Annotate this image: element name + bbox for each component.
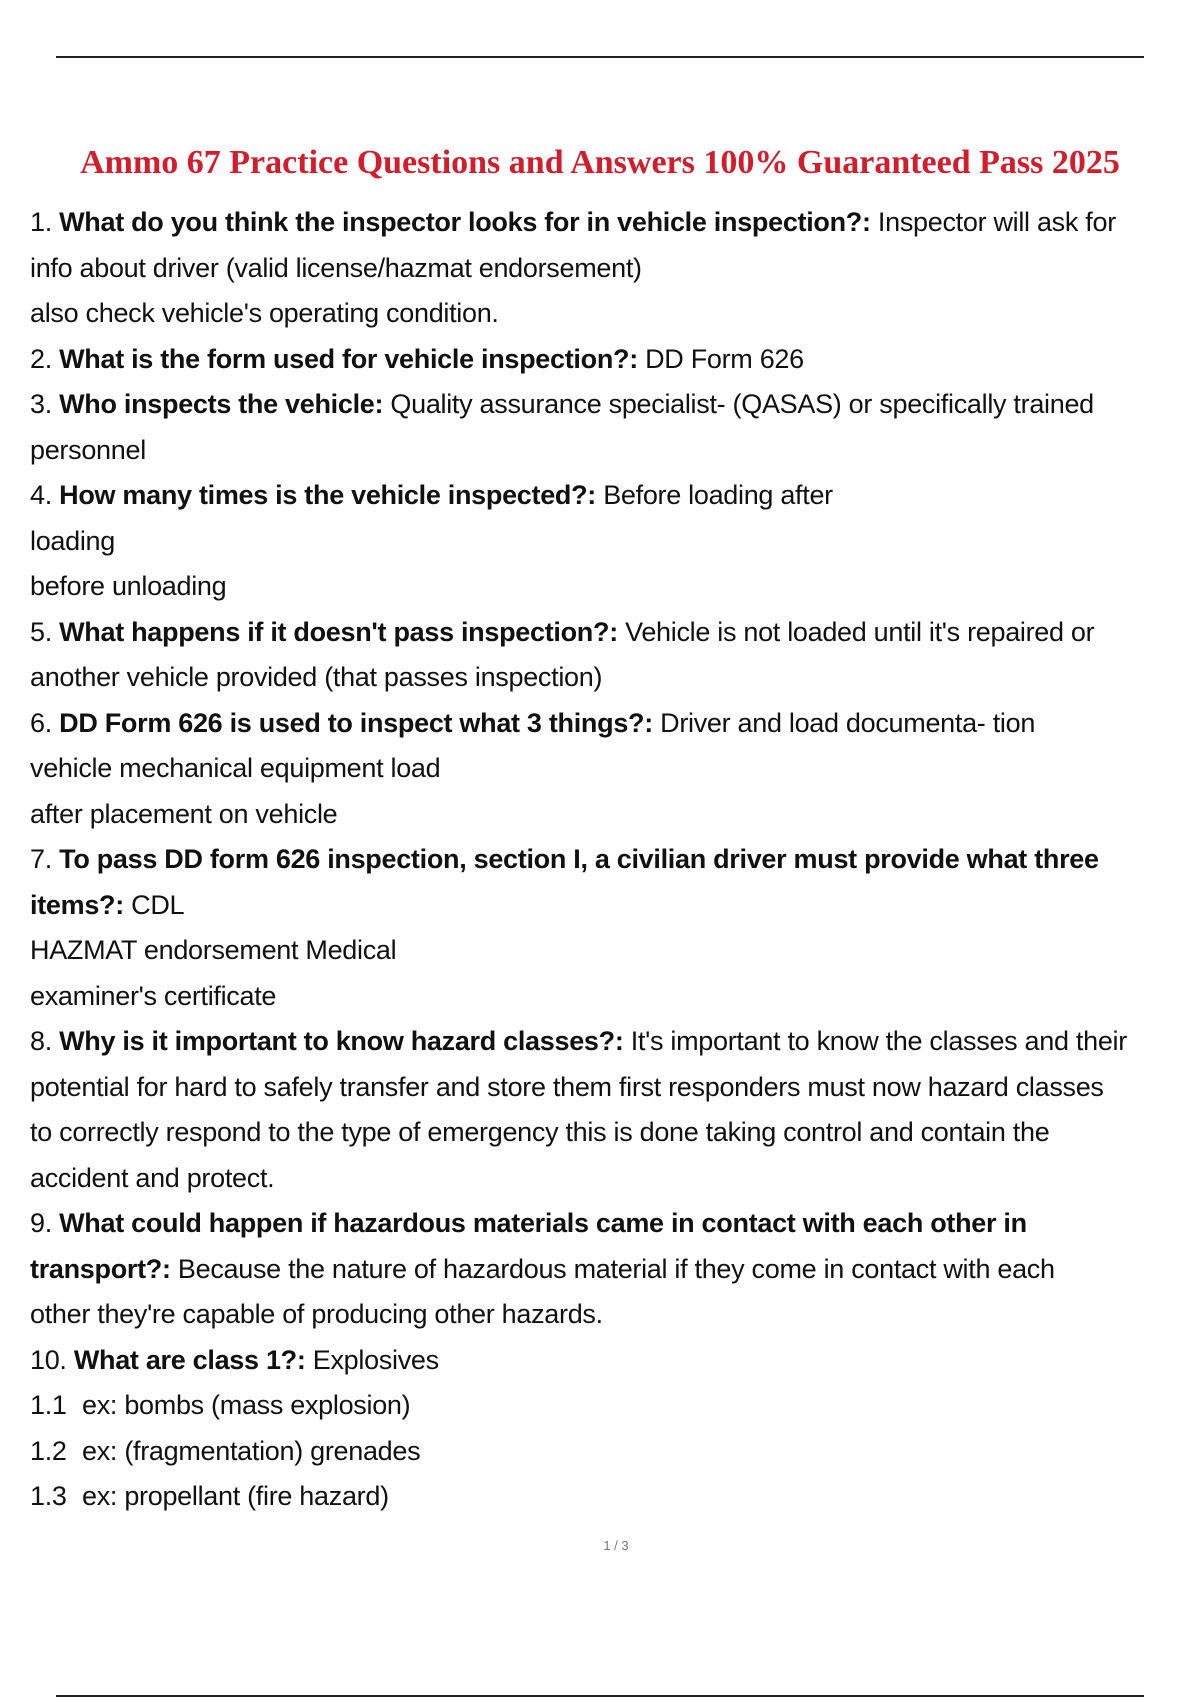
qa-list: [30, 200, 1190, 1520]
qa-line: [30, 1247, 1190, 1293]
class-division-item: [30, 1474, 1190, 1520]
answer-line: accident and protect.: [30, 1162, 275, 1193]
question-text: What happens if it doesn't pass inspection?:: [59, 616, 618, 647]
answer-line: examiner's certificate: [30, 980, 277, 1011]
qa-item-1: [30, 200, 1190, 337]
answer-text: Inspector will ask for: [877, 207, 1116, 237]
answer-line: HAZMAT endorsement Medical: [30, 935, 397, 965]
question-number: 8.: [30, 1026, 52, 1056]
qa-line: [30, 337, 1190, 383]
division-number: 1.1: [30, 1390, 67, 1420]
top-rule: [56, 56, 1144, 58]
qa-item-10: [30, 1338, 1190, 1520]
question-text: DD Form 626 is used to inspect what 3 things?:: [59, 707, 653, 738]
question-text: What are class 1?:: [73, 1344, 306, 1375]
class-division-item: [30, 1429, 1190, 1475]
question-number: 2.: [30, 343, 52, 374]
bottom-rule: [56, 1695, 1144, 1697]
qa-item-7: [30, 837, 1190, 1019]
answer-line: info about driver (valid license/hazmat endorsement): [30, 252, 642, 283]
qa-item-9: [30, 1201, 1190, 1338]
qa-item-4: [30, 473, 1190, 610]
question-text: How many times is the vehicle inspected?:: [59, 480, 596, 510]
qa-item-5: [30, 610, 1190, 701]
qa-line: [30, 382, 1190, 428]
division-number: 1.2: [30, 1435, 67, 1466]
question-text: Why is it important to know hazard classes?:: [59, 1026, 624, 1056]
answer-text: Vehicle is not loaded until it's repaired or: [625, 616, 1095, 647]
question-number: 5.: [30, 616, 52, 647]
question-text: What could happen if hazardous materials came in contact with each other in: [59, 1208, 1027, 1238]
answer-line: another vehicle provided (that passes inspection): [30, 662, 603, 692]
answer-text: Driver and load documenta- tion: [660, 707, 1036, 738]
question-text: What do you think the inspector looks for in vehicle inspection?:: [59, 207, 871, 237]
answer-text: CDL: [131, 889, 185, 920]
question-number: 4.: [30, 480, 52, 510]
qa-item-6: [30, 701, 1190, 838]
qa-line: [30, 701, 1190, 747]
division-number: 1.3: [30, 1481, 67, 1511]
answer-text: Because the nature of hazardous material if they come in contact with each: [177, 1253, 1055, 1284]
qa-line: [30, 200, 1190, 246]
answer-line: other they're capable of producing other hazards.: [30, 1299, 603, 1329]
answer-line: also check vehicle's operating condition.: [30, 298, 499, 328]
page-number: 1 / 3: [603, 1538, 629, 1553]
qa-line: [30, 473, 1190, 519]
division-text: ex: (fragmentation) grenades: [82, 1435, 421, 1466]
question-number: 10.: [30, 1344, 67, 1375]
answer-text: Before loading after: [603, 480, 833, 510]
question-text: To pass DD form 626 inspection, section I, a civilian driver must provide what three: [59, 844, 1099, 874]
answer-line: vehicle mechanical equipment load: [30, 753, 441, 783]
qa-line: [30, 883, 1190, 929]
qa-line: [30, 837, 1190, 883]
answer-line: loading: [30, 525, 115, 556]
answer-text: It's important to know the classes and their: [630, 1026, 1127, 1056]
question-number: 1.: [30, 207, 52, 237]
answer-line: before unloading: [30, 571, 227, 601]
qa-item-3: [30, 382, 1190, 473]
qa-line: [30, 1019, 1190, 1065]
qa-item-2: [30, 337, 1190, 383]
question-text: What is the form used for vehicle inspection?:: [59, 343, 638, 374]
answer-text: DD Form 626: [645, 343, 804, 374]
answer-line: potential for hard to safely transfer and store them first responders must now hazard classes: [30, 1071, 1104, 1102]
qa-line: [30, 1201, 1190, 1247]
qa-line: [30, 610, 1190, 656]
qa-line: [30, 1338, 1190, 1384]
answer-line: to correctly respond to the type of emergency this is done taking control and contain the: [30, 1117, 1050, 1147]
question-number: 3.: [30, 389, 52, 419]
division-text: ex: propellant (fire hazard): [82, 1481, 389, 1511]
class-division-item: [30, 1383, 1190, 1429]
answer-line: personnel: [30, 434, 146, 465]
answer-text: Quality assurance specialist- (QASAS) or specifically trained: [390, 389, 1094, 419]
page-title: Ammo 67 Practice Questions and Answers 100% Guaranteed Pass 2025: [80, 143, 1120, 181]
question-text: items?:: [30, 889, 124, 920]
question-text: transport?:: [30, 1253, 171, 1284]
qa-item-8: [30, 1019, 1190, 1201]
division-text: ex: bombs (mass explosion): [82, 1390, 411, 1420]
question-number: 6.: [30, 707, 52, 738]
question-number: 9.: [30, 1208, 52, 1238]
answer-line: after placement on vehicle: [30, 798, 338, 829]
question-text: Who inspects the vehicle:: [59, 389, 384, 419]
answer-text: Explosives: [312, 1344, 439, 1375]
question-number: 7.: [30, 844, 52, 874]
